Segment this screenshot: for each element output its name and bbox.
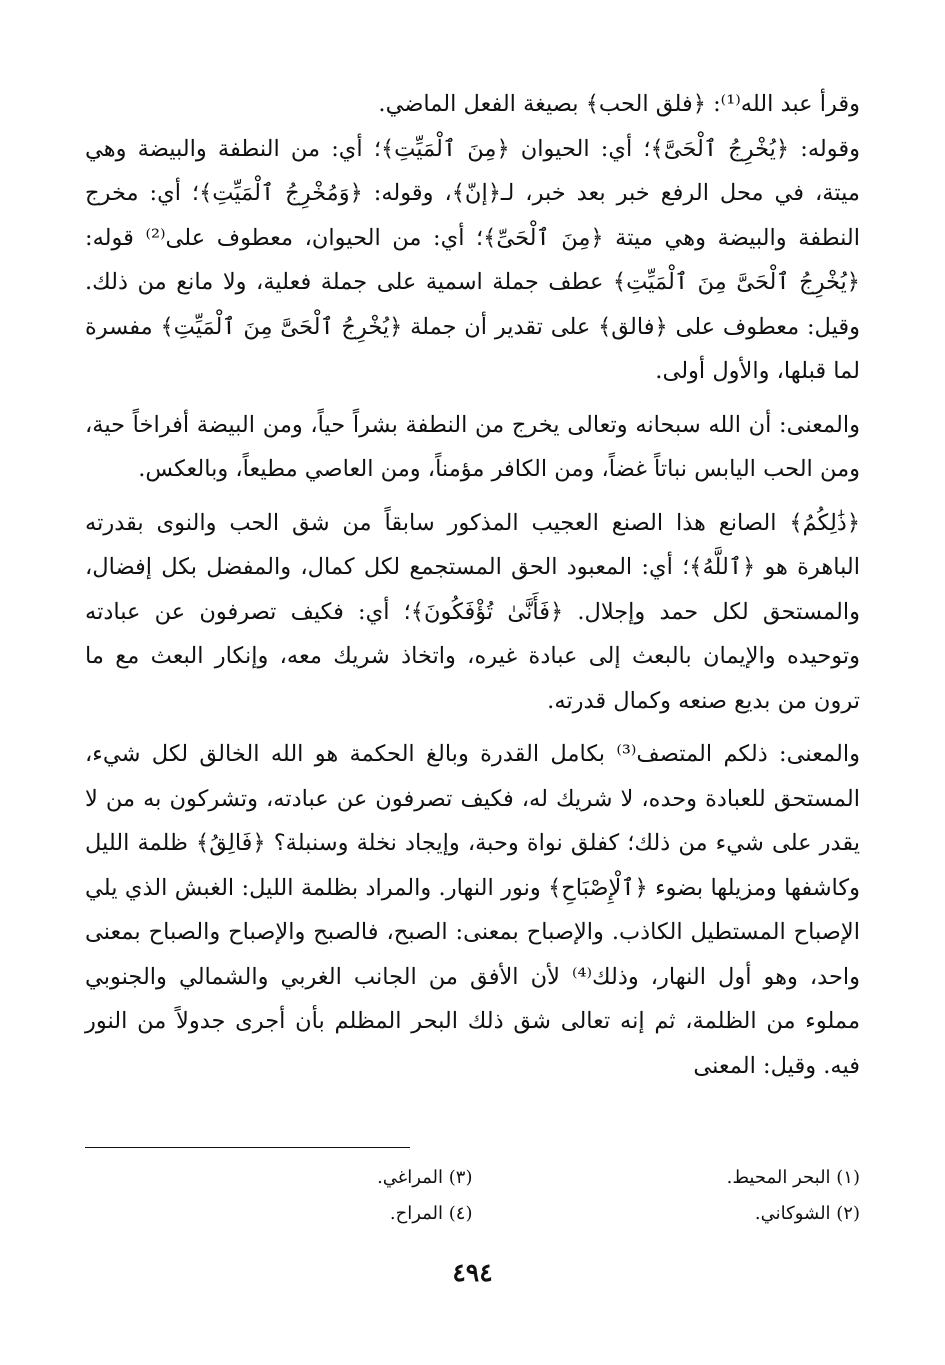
page-number: ٤٩٤: [452, 1258, 493, 1287]
paragraph-meaning-1: والمعنى: أن الله سبحانه وتعالى يخرج من النطفة بشراً حياً، ومن البيضة أفراخاً حية، ومن الحب اليابس نباتاً غضاً، ومن الكافر مؤمناً، ومن العاصي مطيعاً، وبالعكس.: [85, 411, 860, 482]
footnote-divider: [85, 1147, 410, 1148]
footnote-3: (٣) المراغي.: [377, 1167, 473, 1188]
footnote-row: [85, 1160, 860, 1196]
footnote-2: (٢) الشوكاني.: [754, 1203, 860, 1224]
footnote-1: (١) البحر المحيط.: [726, 1167, 860, 1188]
footnote-4: (٤) المراح.: [389, 1203, 473, 1224]
paragraph-grammar: وقوله: ﴿يُخْرِجُ ٱلْحَىَّ﴾؛ أي: الحيوان ﴿مِنَ ٱلْمَيِّتِ﴾؛ أي: من النطفة والبيضة وهي ميتة، في محل الرفع خبر بعد خبر، لـ﴿إنّ﴾، وقوله: ﴿وَمُخْرِجُ ٱلْمَيِّتِ﴾؛ أي: مخرج النطفة والبيضة وهي ميتة ﴿مِنَ ٱلْحَىِّ﴾؛ أي: من الحيوان، معطوف على⁽²⁾ قوله: ﴿يُخْرِجُ ٱلْحَىَّ مِنَ ٱلْمَيِّتِ﴾ عطف جملة اسمية على جملة فعلية، ولا مانع من ذلك. وقيل: معطوف على ﴿فالق﴾ على تقدير أن جملة ﴿يُخْرِجُ ٱلْحَىَّ مِنَ ٱلْمَيِّتِ﴾ مفسرة لما قبلها، والأول أولى.: [85, 135, 860, 384]
main-text: [85, 82, 860, 1088]
paragraph-dhalikum: ﴿ذَٰلِكُمُ﴾ الصانع هذا الصنع العجيب المذكور سابقاً من شق الحب والنوى بقدرته الباهرة هو ﴿ٱللَّهُ﴾؛ أي: المعبود الحق المستجمع لكل كمال، والمفضل بكل إفضال، والمستحق لكل حمد وإجلال. ﴿فَأَنَّىٰ تُؤْفَكُونَ﴾؛ أي: فكيف تصرفون عن عبادته وتوحيده والإيمان بالبعث إلى عبادة غيره، واتخاذ شريك معه، وإنكار البعث مع ما ترون من بديع صنعه وكمال قدرته.: [85, 509, 860, 714]
paragraph-meaning-2: والمعنى: ذلكم المتصف⁽³⁾ بكامل القدرة وبالغ الحكمة هو الله الخالق لكل شيء، المستحق للعبادة وحده، لا شريك له، فكيف تصرفون عن عبادته، وتشركون به من لا يقدر على شيء من ذلك؛ كفلق نواة وحبة، وإيجاد نخلة وسنبلة؟ ﴿فَالِقُ﴾ ظلمة الليل وكاشفها ومزيلها بضوء ﴿ٱلْإِصْبَاحِ﴾ ونور النهار. والمراد بظلمة الليل: الغبش الذي يلي الإصباح المستطيل الكاذب. والإصباح بمعنى: الصبح، فالصبح والإصباح والصباح بمعنى واحد، وهو أول النهار، وذلك⁽⁴⁾ لأن الأفق من الجانب الغربي والشمالي والجنوبي مملوء من الظلمة، ثم إنه تعالى شق ذلك البحر المظلم بأن أجرى جدولاً من النور فيه. وقيل: المعنى: [85, 741, 861, 1079]
paragraph-reading: وقرأ عبد الله⁽¹⁾: ﴿فلق الحب﴾ بصيغة الفعل الماضي.: [378, 91, 860, 117]
footnotes: [85, 1160, 860, 1232]
footnote-row: [85, 1196, 860, 1232]
